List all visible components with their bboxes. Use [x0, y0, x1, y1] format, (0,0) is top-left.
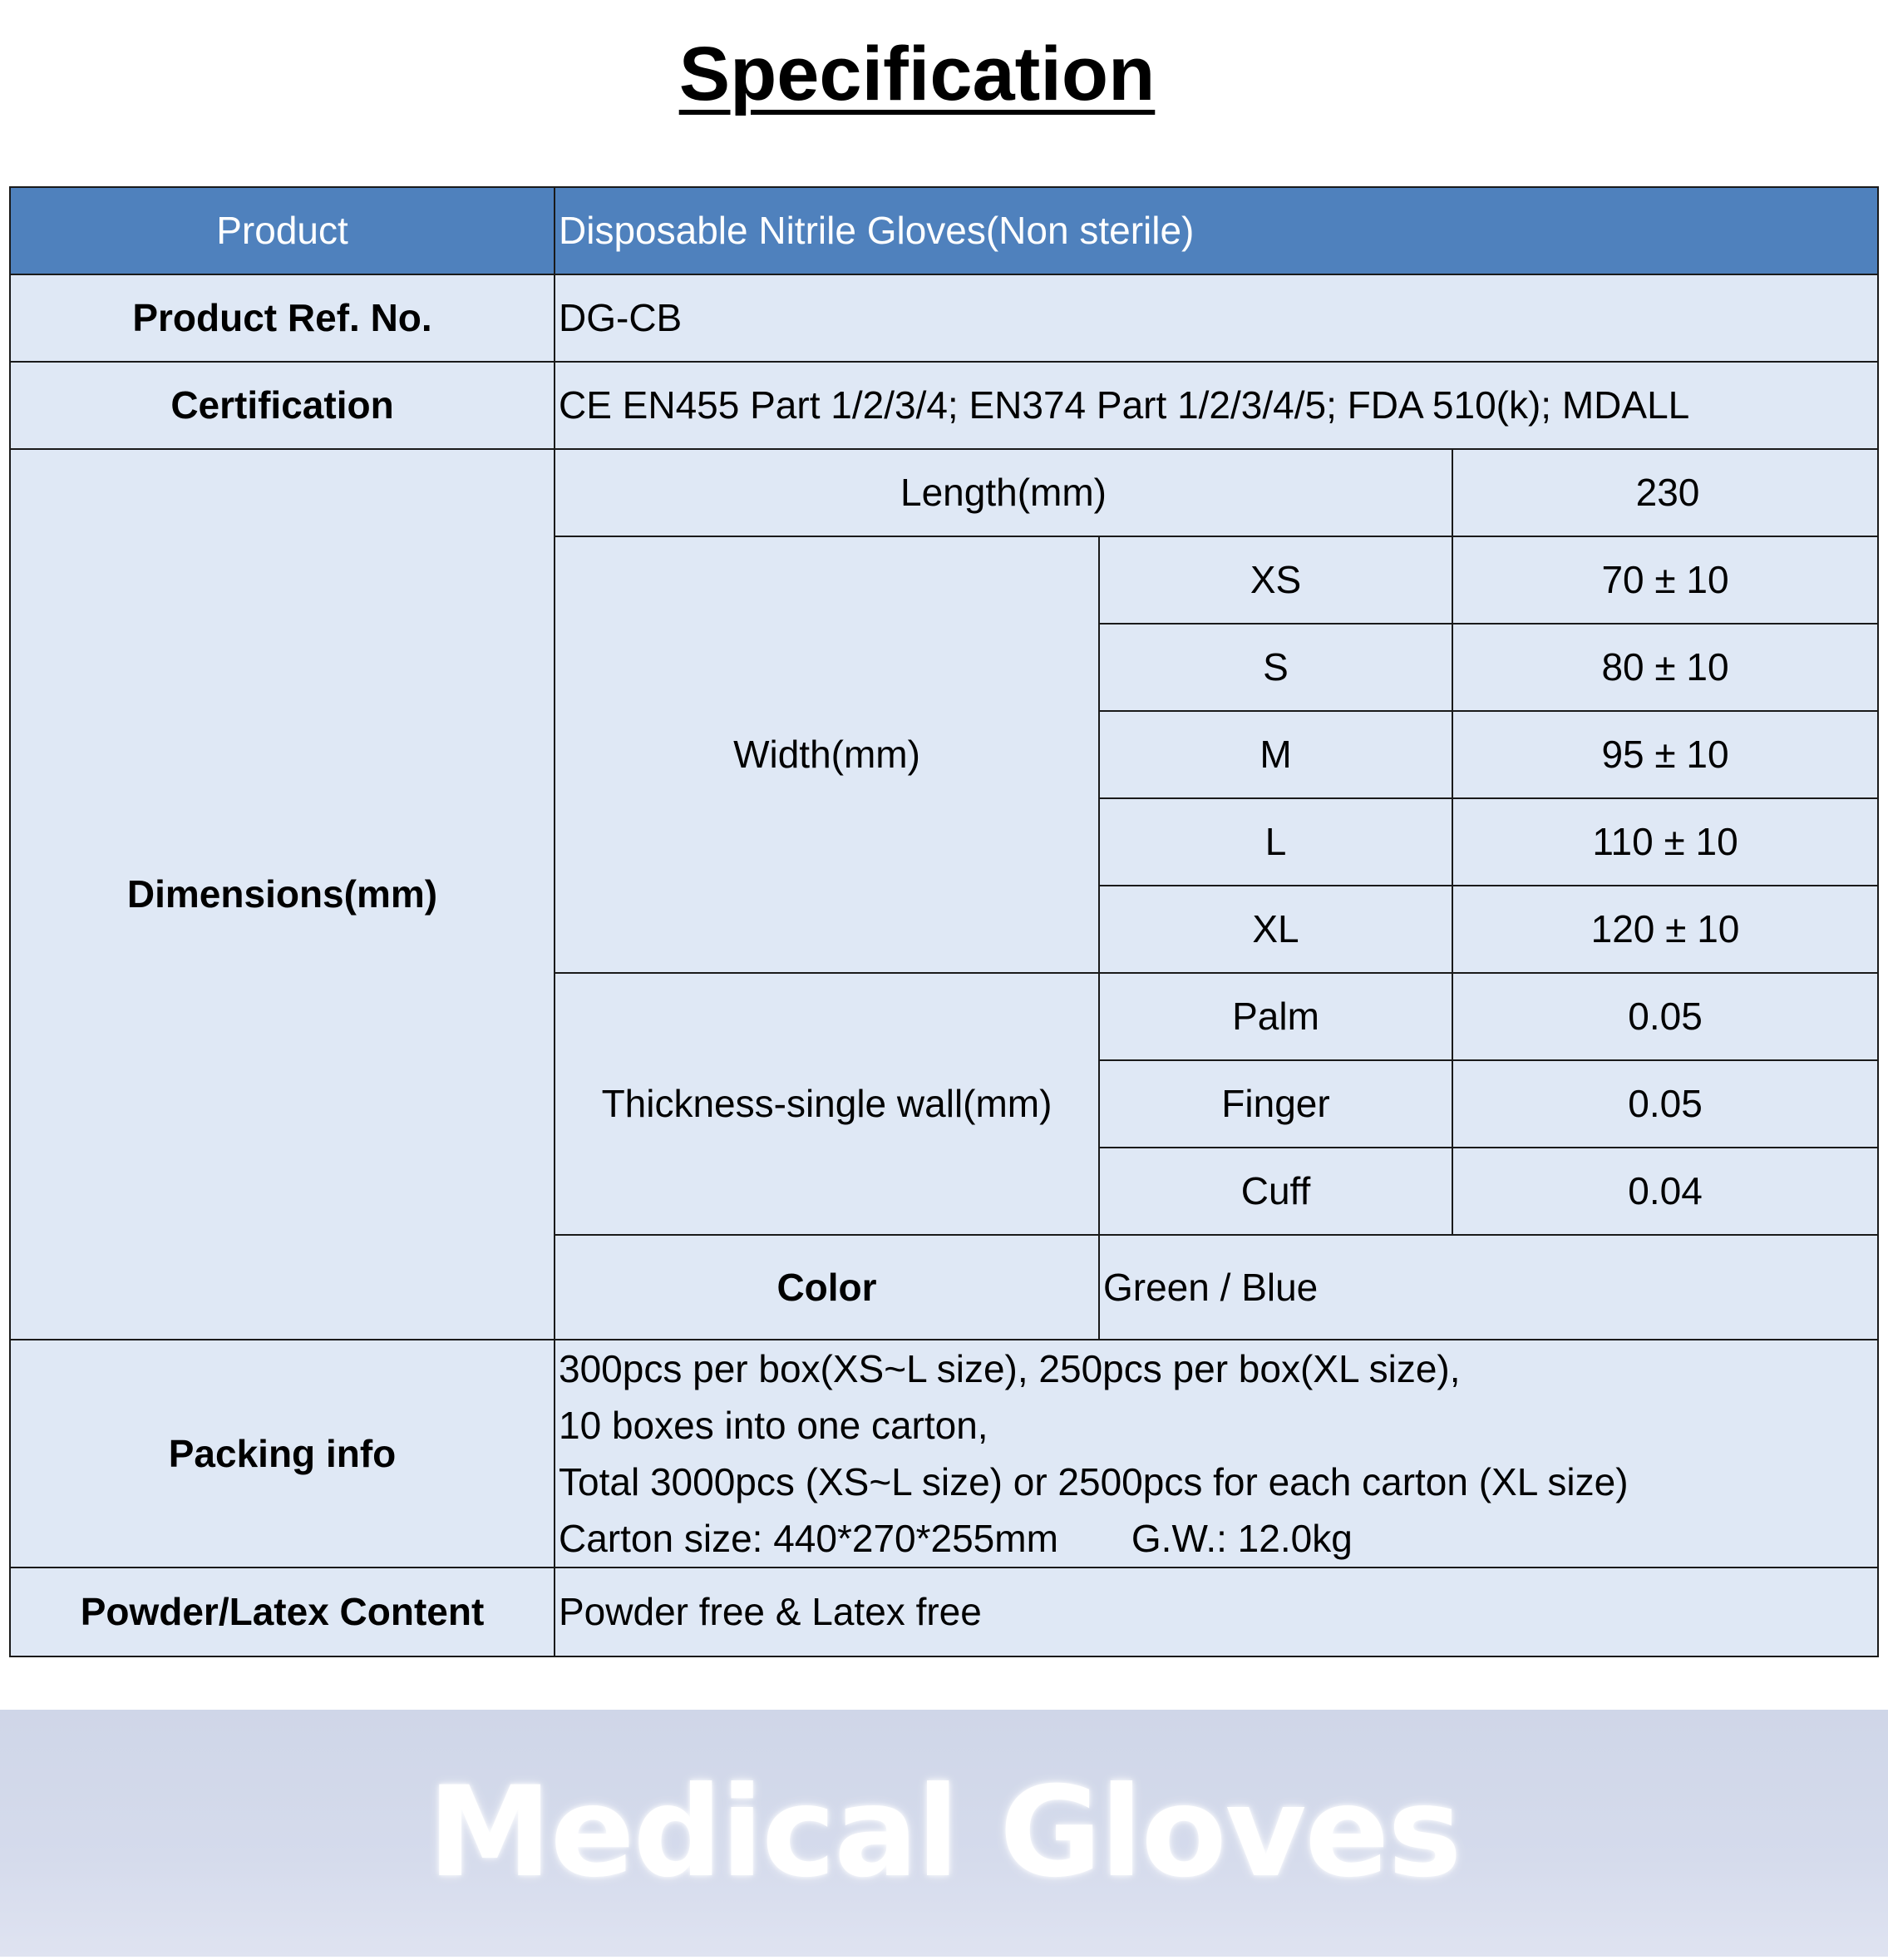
banner-text: Medical Gloves [427, 1760, 1461, 1905]
length-row [10, 449, 1878, 536]
packing-label: Packing info [10, 1340, 555, 1568]
width-size: S [1099, 624, 1452, 711]
product-value: Disposable Nitrile Gloves(Non sterile) [555, 187, 1878, 274]
product-row [10, 187, 1878, 274]
packing-line: 300pcs per box(XS~L size), 250pcs per box(XL size), [559, 1347, 1461, 1390]
thickness-part: Palm [1099, 973, 1452, 1060]
length-value: 230 [1452, 449, 1878, 536]
width-value: 120 ± 10 [1452, 886, 1878, 973]
medical-gloves-banner [0, 1710, 1888, 1957]
color-label: Color [555, 1235, 1099, 1340]
gross-weight: G.W.: 12.0kg [1131, 1517, 1353, 1560]
width-size: XL [1099, 886, 1452, 973]
certification-row [10, 362, 1878, 449]
thickness-value: 0.05 [1452, 1060, 1878, 1148]
ref-label: Product Ref. No. [10, 274, 555, 362]
width-size: M [1099, 711, 1452, 798]
packing-line: 10 boxes into one carton, [559, 1404, 988, 1447]
width-size: L [1099, 798, 1452, 886]
dimensions-label: Dimensions(mm) [10, 449, 555, 1340]
ref-value: DG-CB [555, 274, 1878, 362]
thickness-label: Thickness-single wall(mm) [555, 973, 1099, 1235]
packing-value [555, 1340, 1878, 1568]
powder-label: Powder/Latex Content [10, 1568, 555, 1656]
powder-value: Powder free & Latex free [555, 1568, 1878, 1656]
width-value: 80 ± 10 [1452, 624, 1878, 711]
packing-row [10, 1340, 1878, 1568]
color-value: Green / Blue [1099, 1235, 1878, 1340]
thickness-part: Finger [1099, 1060, 1452, 1148]
length-label: Length(mm) [555, 449, 1452, 536]
width-label: Width(mm) [555, 536, 1099, 973]
carton-size: Carton size: 440*270*255mm [559, 1517, 1058, 1560]
thickness-value: 0.04 [1452, 1148, 1878, 1235]
width-size: XS [1099, 536, 1452, 624]
certification-label: Certification [10, 362, 555, 449]
product-label: Product [10, 187, 555, 274]
specification-table [9, 186, 1879, 1657]
packing-line: Total 3000pcs (XS~L size) or 2500pcs for each carton (XL size) [559, 1460, 1629, 1503]
certification-value: CE EN455 Part 1/2/3/4; EN374 Part 1/2/3/4/5; FDA 510(k); MDALL [555, 362, 1878, 449]
width-value: 110 ± 10 [1452, 798, 1878, 886]
thickness-part: Cuff [1099, 1148, 1452, 1235]
powder-row [10, 1568, 1878, 1656]
packing-line [559, 1510, 1877, 1567]
width-value: 95 ± 10 [1452, 711, 1878, 798]
page-title: Specification [678, 32, 1156, 116]
thickness-value: 0.05 [1452, 973, 1878, 1060]
ref-row [10, 274, 1878, 362]
width-value: 70 ± 10 [1452, 536, 1878, 624]
